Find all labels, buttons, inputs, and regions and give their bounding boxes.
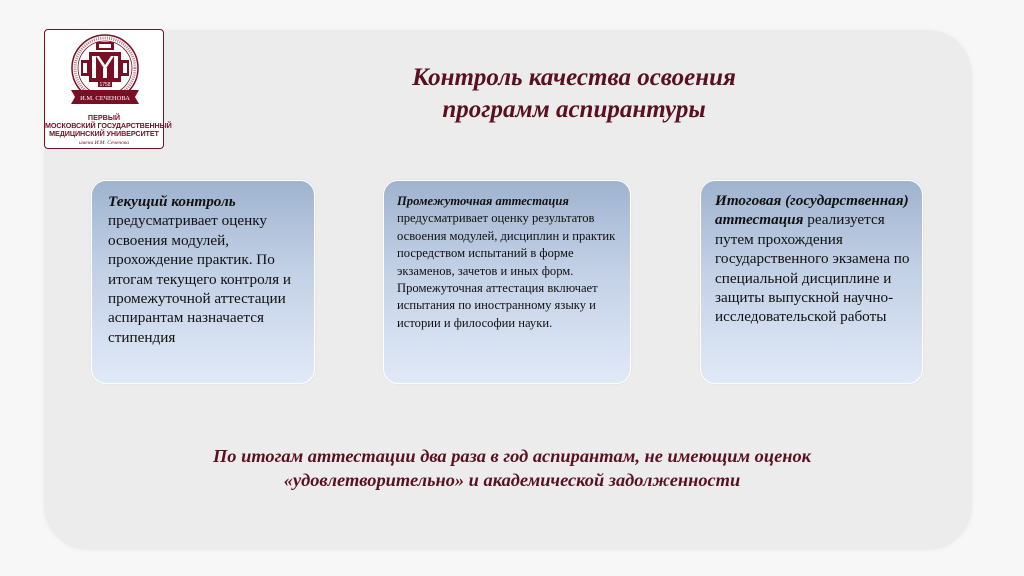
card-heading: Итоговая (государственная) аттестация [715, 192, 909, 229]
university-emblem-icon [45, 30, 165, 114]
card-text [715, 191, 912, 327]
logo-text-line1: ПЕРВЫЙ [87, 113, 121, 122]
card-heading: Текущий контроль [108, 193, 236, 210]
slide-title [300, 62, 848, 126]
footer-note-line2: «удовлетворительно» и академической задолженности [283, 470, 741, 490]
card-text [397, 193, 618, 332]
card-intermediate-attestation [383, 180, 631, 384]
card-current-control [91, 180, 315, 384]
logo-text-line2: МОСКОВСКИЙ ГОСУДАРСТВЕННЫЙ [45, 121, 172, 130]
footer-note [60, 444, 964, 492]
card-body: реализуется путем прохождения государственного экзамена по специальной дисциплине и защиты выпускной научно-исследовательской работы [715, 211, 910, 326]
footer-note-line1: По итогам аттестации два раза в год аспирантам, не имеющим оценок [213, 446, 811, 466]
slide-title-line1: Контроль качества освоения [412, 64, 736, 91]
card-body: предусматривает оценку результатов освоения модулей, дисциплин и практик посредством испытаний в форме экзаменов, зачетов и иных форм. Промежуточная аттестация включает испытания по иностранному языку и истории и философии науки. [397, 211, 616, 330]
card-heading: Промежуточная аттестация [397, 194, 569, 208]
emblem-ribbon-text: И.М. СЕЧЕНОВА [80, 95, 130, 102]
logo-text-line4: имени И.М. Сеченова [79, 140, 129, 146]
logo-text-line3: МЕДИЦИНСКИЙ УНИВЕРСИТЕТ [49, 129, 159, 138]
card-final-attestation [700, 180, 923, 384]
card-body: предусматривает оценку освоения модулей, прохождение практик. По итогам текущего контроля и промежуточной аттестации аспирантам назначается стипендия [108, 212, 291, 346]
university-logo [44, 29, 172, 149]
card-text [108, 192, 300, 347]
slide-title-line2: программ аспирантуры [442, 96, 706, 123]
emblem-year: 1758 [99, 82, 111, 88]
